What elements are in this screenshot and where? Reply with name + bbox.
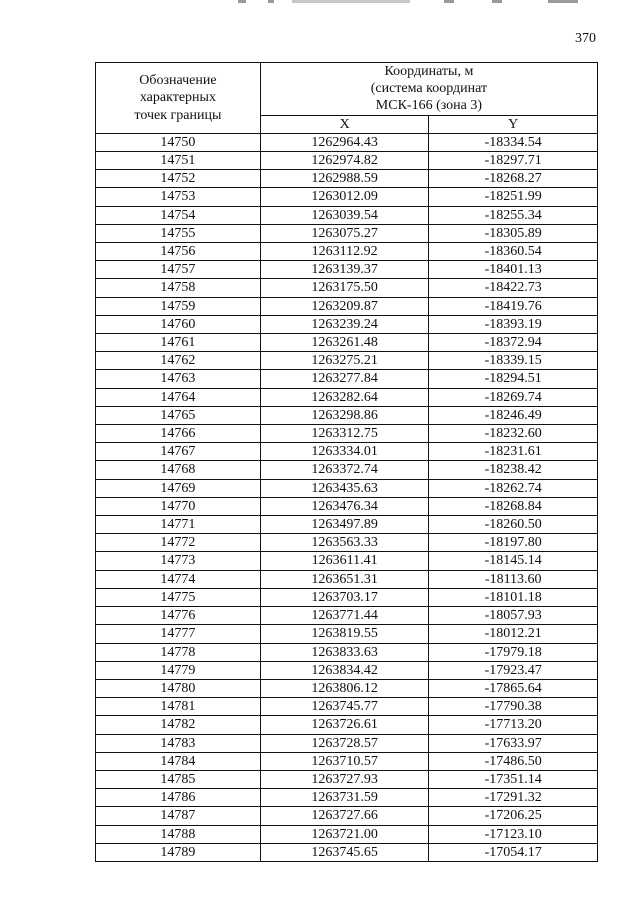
y-cell: -18057.93 [429,607,598,625]
table-row [96,497,598,515]
table-row [96,170,598,188]
x-cell: 1263721.00 [260,825,429,843]
table-row [96,406,598,424]
point-id-cell: 14771 [96,516,261,534]
y-cell: -18401.13 [429,261,598,279]
table-row [96,388,598,406]
x-cell: 1263726.61 [260,716,429,734]
y-cell: -18232.60 [429,425,598,443]
table-row [96,552,598,570]
table-body [96,133,598,861]
x-cell: 1263275.21 [260,352,429,370]
table-row [96,789,598,807]
table-row [96,206,598,224]
x-cell: 1263039.54 [260,206,429,224]
x-cell: 1263727.66 [260,807,429,825]
x-cell: 1263703.17 [260,588,429,606]
x-cell: 1262964.43 [260,133,429,151]
table-row [96,297,598,315]
point-id-cell: 14752 [96,170,261,188]
x-cell: 1263239.24 [260,315,429,333]
x-cell: 1263139.37 [260,261,429,279]
point-id-cell: 14755 [96,224,261,242]
point-id-cell: 14756 [96,243,261,261]
y-cell: -18238.42 [429,461,598,479]
x-cell: 1263727.93 [260,770,429,788]
point-id-cell: 14758 [96,279,261,297]
table-row [96,152,598,170]
table-row [96,807,598,825]
x-cell: 1263819.55 [260,625,429,643]
y-cell: -17633.97 [429,734,598,752]
point-id-cell: 14785 [96,770,261,788]
table-row [96,625,598,643]
x-cell: 1263261.48 [260,334,429,352]
page-number: 370 [575,31,596,46]
table-row [96,570,598,588]
table-row [96,770,598,788]
x-column-header: X [260,115,429,133]
point-id-cell: 14762 [96,352,261,370]
point-id-cell: 14773 [96,552,261,570]
point-label-header-line: точек границы [134,107,222,123]
point-id-cell: 14765 [96,406,261,424]
point-id-cell: 14775 [96,588,261,606]
point-id-cell: 14779 [96,661,261,679]
point-id-cell: 14780 [96,679,261,697]
table-row [96,224,598,242]
y-cell: -18269.74 [429,388,598,406]
y-cell: -17713.20 [429,716,598,734]
table-row [96,334,598,352]
coordinates-header [260,63,597,116]
table-row [96,279,598,297]
y-cell: -17291.32 [429,789,598,807]
y-cell: -18251.99 [429,188,598,206]
y-cell: -18294.51 [429,370,598,388]
point-id-cell: 14769 [96,479,261,497]
x-cell: 1263334.01 [260,443,429,461]
y-cell: -18197.80 [429,534,598,552]
y-cell: -18101.18 [429,588,598,606]
point-id-cell: 14766 [96,425,261,443]
y-cell: -18145.14 [429,552,598,570]
x-cell: 1263834.42 [260,661,429,679]
table-row [96,679,598,697]
y-cell: -17790.38 [429,698,598,716]
y-cell: -18334.54 [429,133,598,151]
coordinates-table [95,62,598,862]
table-row [96,534,598,552]
x-cell: 1263497.89 [260,516,429,534]
table-row [96,516,598,534]
x-cell: 1263209.87 [260,297,429,315]
x-cell: 1263745.77 [260,698,429,716]
y-cell: -18422.73 [429,279,598,297]
y-cell: -17979.18 [429,643,598,661]
y-cell: -17486.50 [429,752,598,770]
point-id-cell: 14760 [96,315,261,333]
point-id-cell: 14754 [96,206,261,224]
point-id-cell: 14788 [96,825,261,843]
table-row [96,461,598,479]
point-id-cell: 14787 [96,807,261,825]
point-id-cell: 14759 [96,297,261,315]
y-cell: -18255.34 [429,206,598,224]
point-id-cell: 14753 [96,188,261,206]
x-cell: 1263277.84 [260,370,429,388]
table-row [96,443,598,461]
point-id-cell: 14777 [96,625,261,643]
x-cell: 1263012.09 [260,188,429,206]
table-row [96,425,598,443]
x-cell: 1263651.31 [260,570,429,588]
y-cell: -18305.89 [429,224,598,242]
x-cell: 1263611.41 [260,552,429,570]
coordinates-header-line: МСК-166 (зона 3) [375,98,483,114]
y-cell: -18360.54 [429,243,598,261]
coordinates-header-line: Координаты, м [384,64,474,79]
y-cell: -17206.25 [429,807,598,825]
y-cell: -18231.61 [429,443,598,461]
table-row [96,588,598,606]
y-cell: -18262.74 [429,479,598,497]
point-label-header-line: характерных [139,90,216,106]
table-row [96,661,598,679]
table-row [96,716,598,734]
y-cell: -18268.27 [429,170,598,188]
header-row [96,63,598,116]
y-cell: -17923.47 [429,661,598,679]
table-row [96,734,598,752]
point-label-header-line: Обозначение [139,73,217,89]
y-cell: -17865.64 [429,679,598,697]
x-cell: 1263833.63 [260,643,429,661]
x-cell: 1263175.50 [260,279,429,297]
x-cell: 1263731.59 [260,789,429,807]
y-cell: -18260.50 [429,516,598,534]
point-id-cell: 14789 [96,843,261,861]
x-cell: 1263710.57 [260,752,429,770]
table-row [96,752,598,770]
y-cell: -18339.15 [429,352,598,370]
point-id-cell: 14750 [96,133,261,151]
x-cell: 1263112.92 [260,243,429,261]
y-cell: -18393.19 [429,315,598,333]
y-cell: -18246.49 [429,406,598,424]
x-cell: 1263771.44 [260,607,429,625]
y-cell: -18012.21 [429,625,598,643]
table-row [96,315,598,333]
x-cell: 1263282.64 [260,388,429,406]
point-id-cell: 14786 [96,789,261,807]
point-id-cell: 14776 [96,607,261,625]
table-row [96,825,598,843]
point-id-cell: 14782 [96,716,261,734]
point-id-cell: 14781 [96,698,261,716]
y-cell: -17351.14 [429,770,598,788]
y-cell: -17054.17 [429,843,598,861]
table-row [96,133,598,151]
x-cell: 1263372.74 [260,461,429,479]
table-row [96,261,598,279]
table-row [96,243,598,261]
point-id-cell: 14764 [96,388,261,406]
point-id-cell: 14784 [96,752,261,770]
x-cell: 1263075.27 [260,224,429,242]
point-id-cell: 14768 [96,461,261,479]
y-cell: -18297.71 [429,152,598,170]
x-cell: 1263476.34 [260,497,429,515]
x-cell: 1262974.82 [260,152,429,170]
point-label-header [96,63,261,134]
point-id-cell: 14770 [96,497,261,515]
point-id-cell: 14778 [96,643,261,661]
point-id-cell: 14767 [96,443,261,461]
x-cell: 1263312.75 [260,425,429,443]
y-cell: -18268.84 [429,497,598,515]
table-row [96,479,598,497]
point-id-cell: 14772 [96,534,261,552]
point-id-cell: 14783 [96,734,261,752]
x-cell: 1263806.12 [260,679,429,697]
y-cell: -17123.10 [429,825,598,843]
y-column-header: Y [429,115,598,133]
x-cell: 1263728.57 [260,734,429,752]
x-cell: 1262988.59 [260,170,429,188]
coordinates-header-line: (система координат [370,81,488,97]
point-id-cell: 14751 [96,152,261,170]
x-cell: 1263563.33 [260,534,429,552]
point-id-cell: 14761 [96,334,261,352]
point-id-cell: 14763 [96,370,261,388]
table-row [96,643,598,661]
table-row [96,352,598,370]
y-cell: -18113.60 [429,570,598,588]
x-cell: 1263745.65 [260,843,429,861]
table-row [96,188,598,206]
scan-top-marks [230,0,640,6]
y-cell: -18419.76 [429,297,598,315]
y-cell: -18372.94 [429,334,598,352]
table-row [96,843,598,861]
x-cell: 1263298.86 [260,406,429,424]
table-row [96,698,598,716]
x-cell: 1263435.63 [260,479,429,497]
point-id-cell: 14757 [96,261,261,279]
point-id-cell: 14774 [96,570,261,588]
table-row [96,607,598,625]
table-row [96,370,598,388]
